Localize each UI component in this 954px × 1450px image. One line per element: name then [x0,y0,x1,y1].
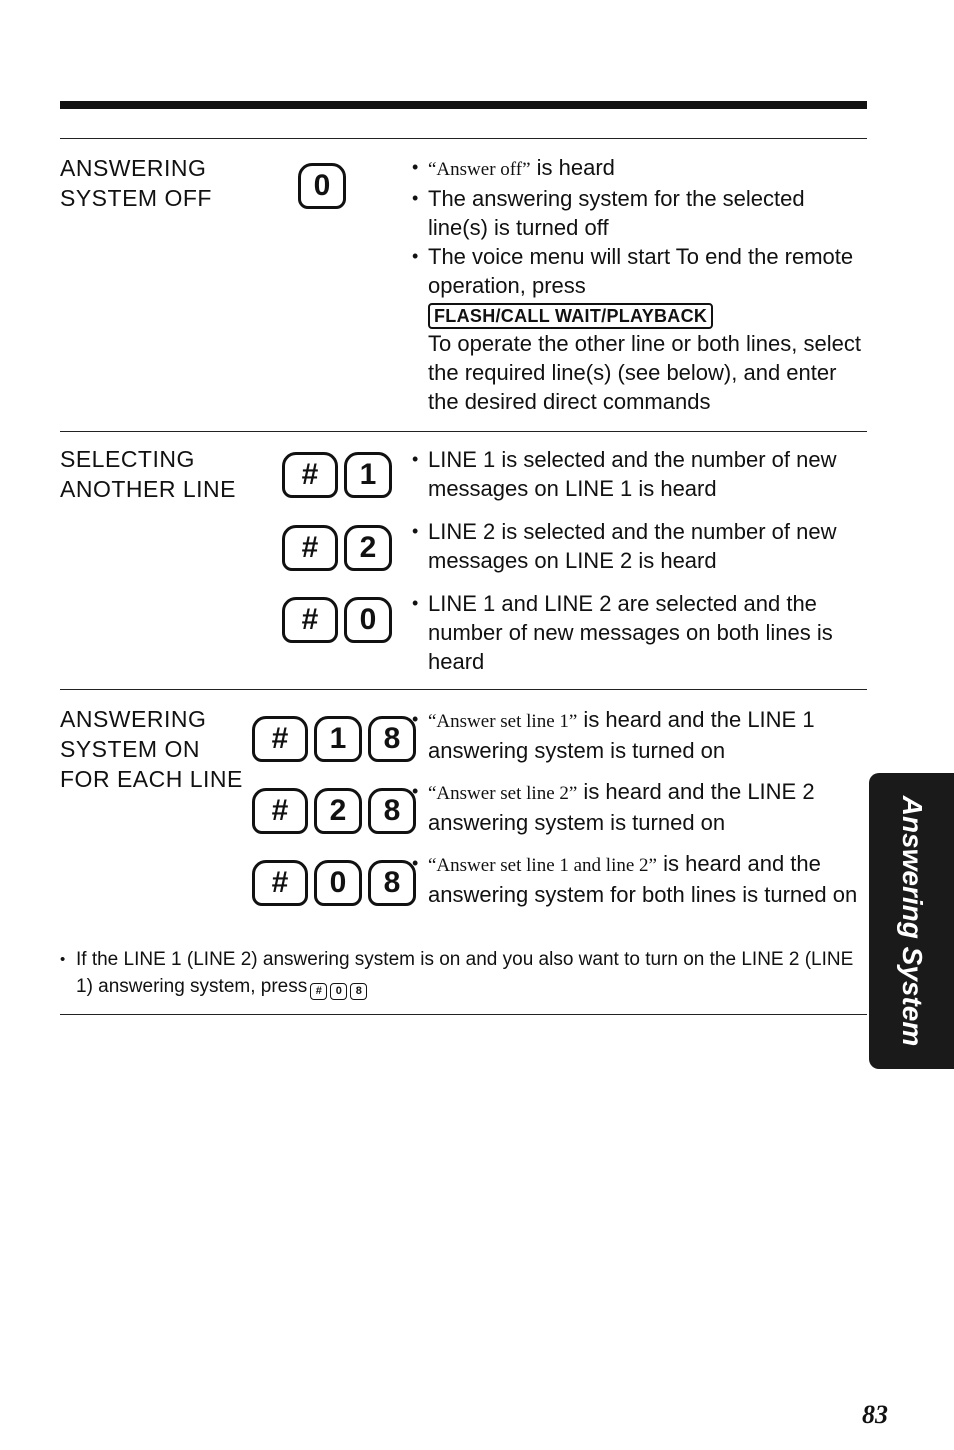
key-hash: # [252,788,308,834]
key-hash: # [282,525,338,571]
key-combo-hash-0-8 [252,860,416,906]
section-heading-answering-on: ANSWERING SYSTEM ON FOR EACH LINE [60,706,243,792]
select-line-1-description: • LINE 1 is selected and the number of new messages on LINE 1 is heard [412,445,867,503]
key-hash: # [252,860,308,906]
page-number: 83 [862,1400,888,1429]
key-combo-hash-1 [282,452,392,498]
key-hash: # [282,597,338,643]
section-divider [60,138,867,139]
key-0: 0 [330,983,347,1000]
description-item: To operate the other line or both lines, select the required line(s) (see below), and enter the desired direct commands [428,331,861,414]
key-8: 8 [368,716,416,762]
key-hash: # [252,716,308,762]
key-combo-0 [298,163,346,209]
chapter-tab-label: Answering System [896,795,928,1047]
select-line-2-description: • LINE 2 is selected and the number of new messages on LINE 2 is heard [412,517,867,575]
key-hash: # [310,983,327,1000]
select-both-lines-description: • LINE 1 and LINE 2 are selected and the number of new messages on both lines is heard [412,589,867,676]
key-combo-hash-2 [282,525,392,571]
key-8: 8 [350,983,367,1000]
key-8: 8 [368,860,416,906]
key-combo-hash-0 [282,597,392,643]
top-thick-rule [60,101,867,109]
key-hash: # [282,452,338,498]
key-combo-hash-1-8 [252,716,416,762]
key-2: 2 [314,788,362,834]
key-0: 0 [314,860,362,906]
key-2: 2 [344,525,392,571]
answer-on-line-1-description: • “Answer set line 1” is heard and the LINE 1 answering system is turned on [412,705,867,765]
flash-call-wait-playback-button: FLASH/CALL WAIT/PLAYBACK [428,303,713,329]
description-item: • The answering system for the selected line(s) is turned off [412,184,867,242]
description-item: • The voice menu will start To end the remote operation, press [412,242,867,300]
key-8: 8 [368,788,416,834]
key-0: 0 [344,597,392,643]
section-divider [60,689,867,690]
answering-off-descriptions [412,153,867,416]
section-heading-selecting-line: SELECTING ANOTHER LINE [60,446,236,502]
answer-on-both-lines-description: • “Answer set line 1 and line 2” is heard and the answering system for both lines is turned on [412,849,867,909]
answer-on-line-2-description: • “Answer set line 2” is heard and the LINE 2 answering system is turned on [412,777,867,837]
key-1: 1 [314,716,362,762]
footnote: • If the LINE 1 (LINE 2) answering system is on and you also want to turn on the LINE 2 (LINE 1) answering system, press # 0 8 [60,946,860,1000]
key-combo-hash-2-8 [252,788,416,834]
description-item: • “Answer off” is heard [412,153,867,184]
key-0: 0 [298,163,346,209]
chapter-side-tab [869,773,954,1069]
key-1: 1 [344,452,392,498]
section-divider [60,1014,867,1015]
section-heading-answering-off: ANSWERING SYSTEM OFF [60,155,212,211]
section-divider [60,431,867,432]
